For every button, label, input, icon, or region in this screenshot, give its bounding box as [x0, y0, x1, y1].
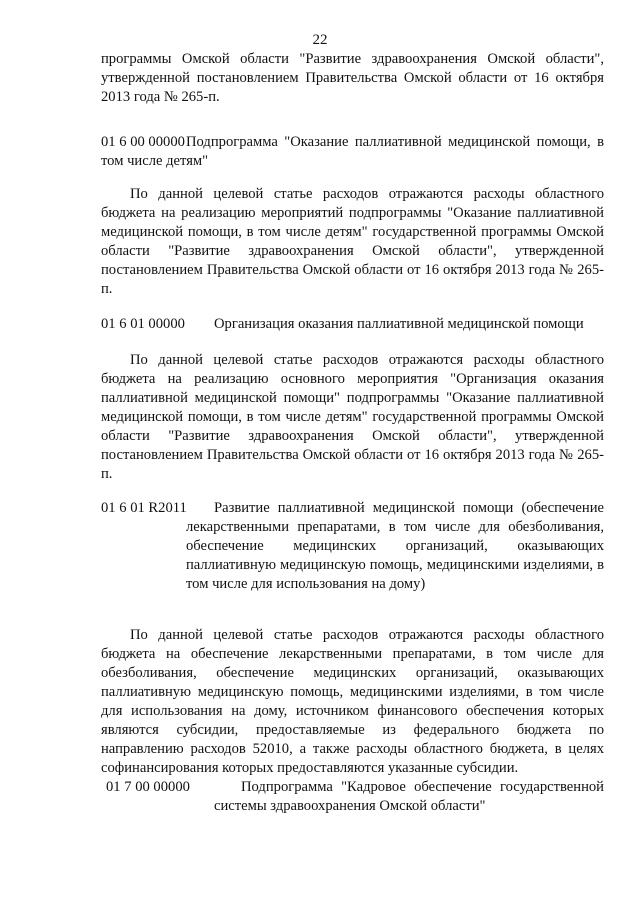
page-number: 22 — [312, 32, 328, 48]
budget-code: 01 6 00 00000 — [101, 134, 185, 150]
budget-code-entry — [101, 499, 604, 609]
paragraph-description: По данной целевой статье расходов отражаются расходы областного бюджета на обеспечение лекарственными препаратами, в том числе для обезболивания, обеспечение медицинских организаций, оказывающих паллиативную медицинскую помощь, медицинскими изделиями, в том числе для использования на дому, источником финансового обеспечения которых являются субсидии, предоставляемые из федерального бюджета по направлению расходов 52010, а также расходы областного бюджета, в целях софинансирования которых предоставляются указанные субсидии. — [101, 627, 604, 776]
budget-code: 01 6 01 00000 — [101, 316, 185, 332]
budget-code-title: Организация оказания паллиативной медицинской помощи — [214, 316, 584, 332]
paragraph-continuation: программы Омской области "Развитие здравоохранения Омской области", утвержденной постановлением Правительства Омской области от 16 октября 2013 года № 265-п. — [101, 51, 604, 105]
budget-code-entry — [101, 133, 604, 173]
budget-code-title — [101, 133, 604, 171]
budget-code-title-text: Подпрограмма "Оказание паллиативной медицинской помощи, в том числе детям" — [101, 134, 604, 169]
budget-code-title-text: Подпрограмма "Кадровое обеспечение государственной системы здравоохранения Омской области" — [214, 779, 604, 814]
paragraph-description: По данной целевой статье расходов отражаются расходы областного бюджета на реализацию основного мероприятия "Организация оказания паллиативной медицинской помощи" подпрограммы "Оказание паллиативной медицинской помощи, в том числе детям" государственной программы Омской области "Развитие здравоохранения Омской области", утвержденной постановлением Правительства Омской области от 16 октября 2013 года № 265-п. — [101, 352, 604, 482]
budget-code: 01 7 00 00000 — [106, 779, 190, 795]
paragraph-description: По данной целевой статье расходов отражаются расходы областного бюджета на реализацию мероприятий подпрограммы "Оказание паллиативной медицинской помощи, в том числе детям" государственной программы Омской области "Развитие здравоохранения Омской области", утвержденной постановлением Правительства Омской области от 16 октября 2013 года № 265-п. — [101, 186, 604, 297]
budget-code-title: Развитие паллиативной медицинской помощи (обеспечение лекарственными препаратами, в том числе для обезболивания, обеспечение медицинских организаций, оказывающих паллиативную медицинскую помощь, медицинскими изделиями, в том числе для использования на дому) — [186, 500, 604, 592]
budget-code: 01 6 01 R2011 — [101, 500, 187, 516]
